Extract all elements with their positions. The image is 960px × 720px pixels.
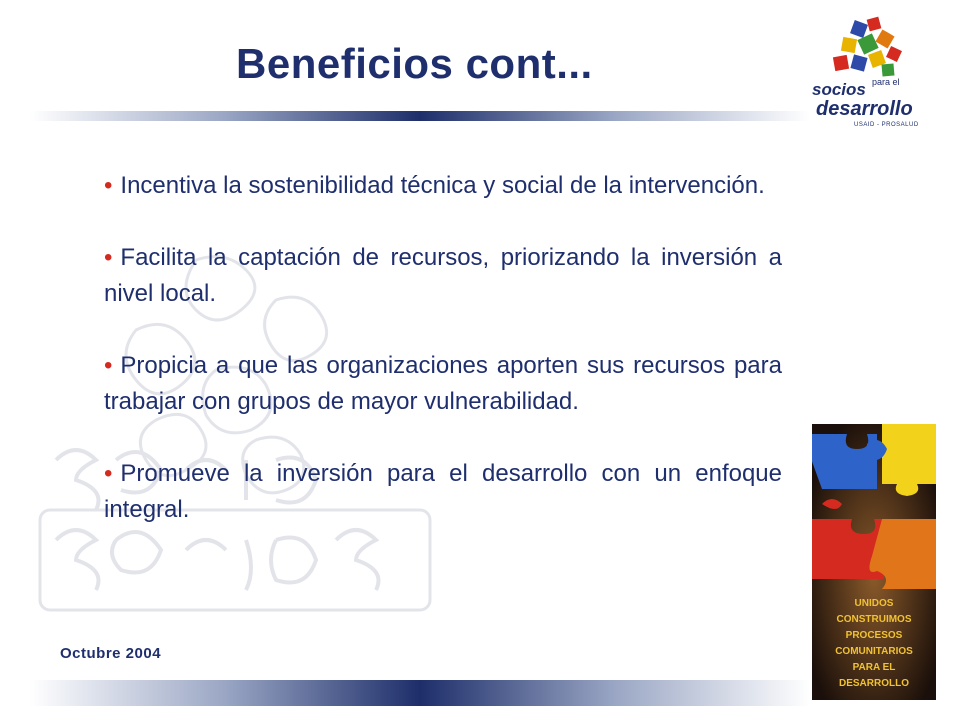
bottom-gradient-bar [30,680,810,706]
bullet-item [104,240,782,312]
slogan-line: PARA EL [852,662,896,673]
bullet-dot: • [104,352,113,379]
logo-subtitle: USAID - PROSALUD [854,122,919,128]
bullet-dot: • [104,244,113,271]
slide-title: Beneficios cont... [236,40,593,87]
slogan-line: CONSTRUIMOS [836,614,912,625]
bullet-item [104,456,782,528]
slogan-line: UNIDOS [854,598,894,609]
logo-word-socios: socios [812,80,866,99]
socios-logo [812,16,928,128]
logo-small-text: para el [872,77,900,87]
bullet-item [104,348,782,420]
bullet-text: Incentiva la sostenibilidad técnica y social de la intervención. [120,172,765,199]
bullet-item [104,168,782,204]
slogan-line: PROCESOS [845,630,903,641]
bullet-text: Promueve la inversión para el desarrollo con un enfoque integral. [104,460,782,523]
footer-date: Octubre 2004 [60,645,162,662]
bullet-text: Facilita la captación de recursos, priorizando la inversión a nivel local. [104,244,782,307]
top-gradient-bar [30,111,810,121]
slogan-line: COMUNITARIOS [835,646,913,657]
slogan-line: DESARROLLO [839,678,909,689]
bullet-dot: • [104,460,113,487]
side-puzzle-panel [812,424,936,700]
panel-slogan [812,596,936,692]
logo-word-desarrollo: desarrollo [816,98,913,120]
bullet-dot: • [104,172,113,199]
bullet-list [104,168,782,564]
puzzle-icon [812,16,928,86]
bullet-text: Propicia a que las organizaciones aporten sus recursos para trabajar con grupos de mayor vulnerabilidad. [104,352,782,415]
